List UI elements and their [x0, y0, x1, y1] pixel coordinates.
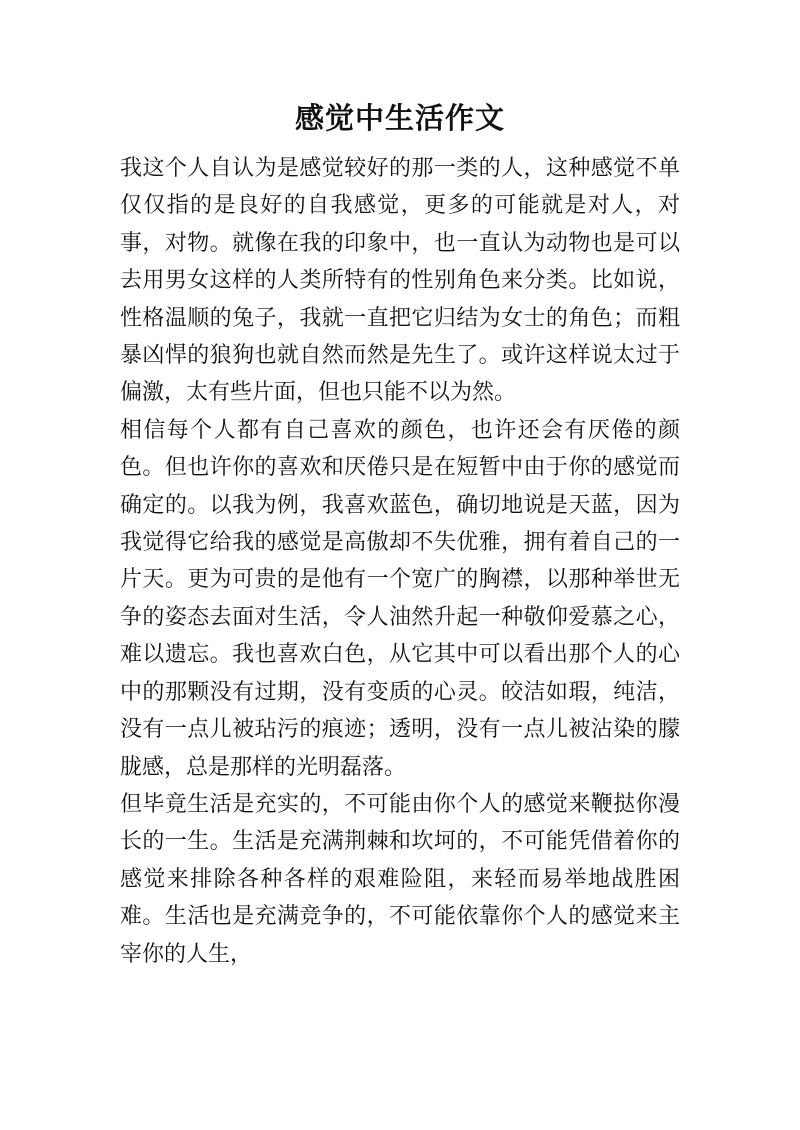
paragraph-2: 相信每个人都有自己喜欢的颜色，也许还会有厌倦的颜色。但也许你的喜欢和厌倦只是在短暂中由于你的感觉而确定的。以我为例，我喜欢蓝色，确切地说是天蓝，因为我觉得它给我的感觉是高傲却不失优雅，拥有着自己的一片天。更为可贵的是他有一个宽广的胸襟，以那种举世无争的姿态去面对生活，令人油然升起一种敬仰爱慕之心，难以遗忘。我也喜欢白色，从它其中可以看出那个人的心中的那颗没有过期，没有变质的心灵。皎洁如瑕，纯洁，没有一点儿被玷污的痕迹；透明，没有一点儿被沾染的朦胧感，总是那样的光明磊落。 — [120, 417, 680, 780]
paragraph-3: 但毕竟生活是充实的，不可能由你个人的感觉来鞭挞你漫长的一生。生活是充满荆棘和坎坷的，不可能凭借着你的感觉来排除各种各样的艰难险阻，来轻而易举地战胜困难。生活也是充满竞争的，不可能依靠你个人的感觉来主宰你的人生， — [120, 791, 680, 967]
paragraph-1: 我这个人自认为是感觉较好的那一类的人，这种感觉不单仅仅指的是良好的自我感觉，更多的可能就是对人，对事，对物。就像在我的印象中，也一直认为动物也是可以去用男女这样的人类所特有的性别角色来分类。比如说，性格温顺的兔子，我就一直把它归结为女士的角色；而粗暴凶悍的狼狗也就自然而然是先生了。或许这样说太过于偏激，太有些片面，但也只能不以为然。 — [120, 156, 680, 406]
document-title: 感觉中生活作文 — [294, 101, 505, 135]
